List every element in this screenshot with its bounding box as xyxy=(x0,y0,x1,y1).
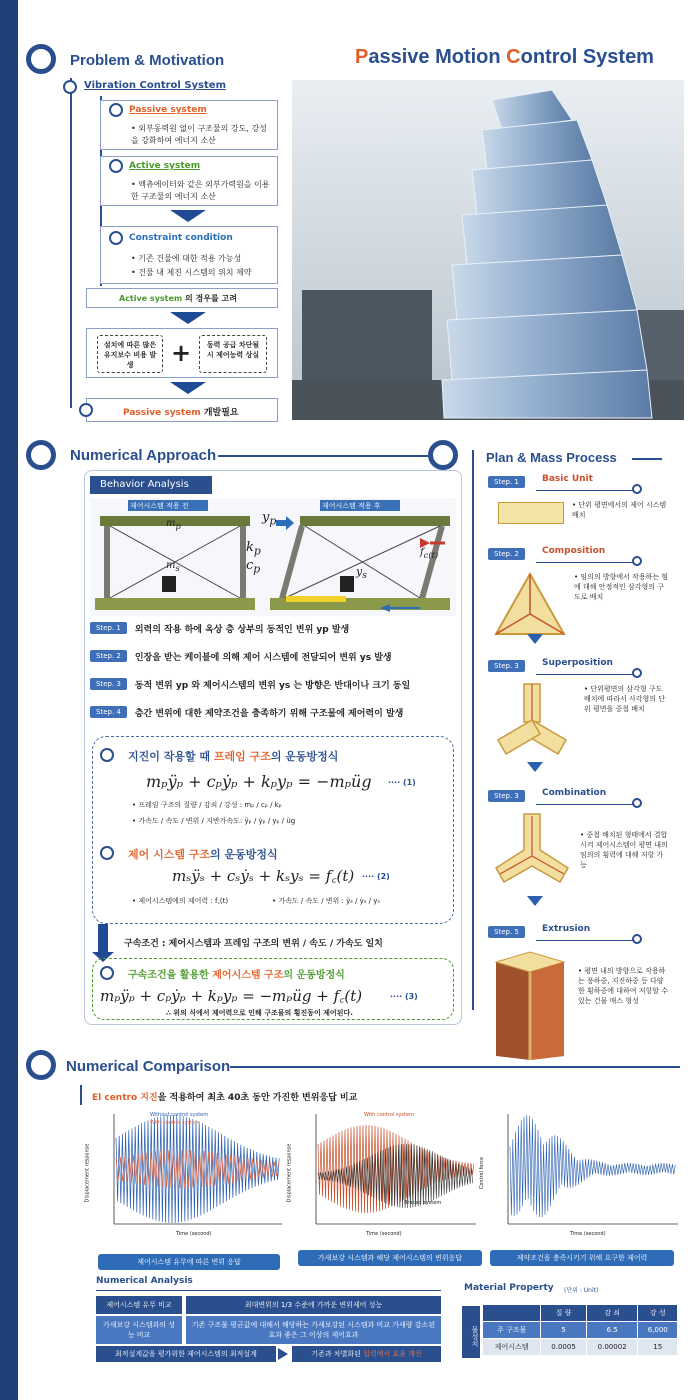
power-loss-box: 동력 공급 차단될 시 제어능력 상실 xyxy=(199,335,267,373)
plan-step-name: Basic Unit xyxy=(542,474,593,484)
material-side-label: 물성치 xyxy=(462,1306,480,1358)
active-system-title: Active system xyxy=(129,161,201,171)
plan-step-desc: • 임의의 방향에서 작용하는 힘에 대해 안정적인 삼각형의 구도로 배치 xyxy=(574,573,669,601)
label-ys xyxy=(356,565,367,581)
analysis-row3-b: 기존과 차별화된 xyxy=(311,1350,361,1358)
plan-step-desc: • 단위 평면에서의 제어 시스템 배치 xyxy=(572,501,667,519)
eq1-title xyxy=(128,748,338,764)
divider xyxy=(230,1066,680,1068)
building-rendering-image xyxy=(292,80,684,420)
plan-step-tag: Step. 3 xyxy=(488,660,525,672)
step-text: 외력의 작용 하에 옥상 층 상부의 동적인 변위 yp 발생 xyxy=(134,624,350,635)
eq3-note: ∴ 위의 식에서 제어력으로 인해 구조물의 횡진동이 제어된다. xyxy=(166,1009,353,1017)
material-cell: 0.0005 xyxy=(541,1339,587,1356)
label-sub: p xyxy=(175,521,181,531)
eq1-title-c: 의 운동방정식 xyxy=(270,750,339,763)
maintenance-cost-box: 설치에 따른 많은 유지보수 비용 발생 xyxy=(97,335,163,373)
constraint-title: Constraint condition xyxy=(129,233,233,243)
active-system-box xyxy=(100,156,278,206)
constraint-box xyxy=(100,226,278,284)
label-ms xyxy=(166,560,180,573)
title-part-1: assive Motion xyxy=(368,46,507,68)
material-cell: 주 구조물 xyxy=(483,1322,541,1339)
step-text: 인장을 받는 케이블에 의해 제어 시스템에 전달되어 변위 ys 발생 xyxy=(134,652,392,663)
title-part-2: ontrol System xyxy=(520,46,654,68)
material-header: 질 량 xyxy=(541,1305,587,1322)
node-icon xyxy=(632,668,642,678)
divider xyxy=(96,1290,441,1291)
divider xyxy=(536,940,636,941)
step-tag: Step. 1 xyxy=(90,622,127,634)
plot2-legend-2: Braced system xyxy=(404,1200,442,1206)
material-cell: 5 xyxy=(541,1322,587,1339)
analysis-row2-label: 가새보강 시스템과의 성능 비교 xyxy=(96,1316,182,1344)
node-icon xyxy=(109,103,123,117)
plan-step-name: Superposition xyxy=(542,658,613,668)
constraint-item-1: • 기존 건물에 대한 적용 가능성 xyxy=(131,254,242,263)
plot-caption-2: 가새보강 시스템과 해당 제어시스템의 변위응답 xyxy=(298,1250,482,1266)
passive-system-box xyxy=(100,100,278,150)
equation-2-number: ···· (2) xyxy=(362,872,390,881)
active-consider-b: 의 경우를 고려 xyxy=(182,294,237,303)
step-tag: Step. 2 xyxy=(90,650,127,662)
material-row xyxy=(483,1322,678,1339)
label-m: m xyxy=(166,518,176,529)
plan-step-tag: Step. 3 xyxy=(488,790,525,802)
plan-step-desc: • 평면 내의 방향으로 작용하는 풍하중, 지진하중 등 다양한 횡하중에 대하여 저항할 수 있는 건물 매스 형성 xyxy=(578,967,669,1005)
comparison-subtitle-a: El centro 지진 xyxy=(92,1093,158,1103)
active-consider-a: Active system xyxy=(119,294,183,303)
numerical-approach-title: Numerical Approach xyxy=(70,447,217,464)
arrow-down-icon xyxy=(527,634,543,644)
node-icon xyxy=(100,846,114,860)
label-y: y xyxy=(356,565,363,578)
plan-title: Plan & Mass Process xyxy=(486,450,617,465)
material-table xyxy=(482,1304,678,1356)
label-y: y xyxy=(262,510,270,525)
combination-shape xyxy=(490,810,574,890)
eq1-note-2: • 가속도 / 속도 / 변위 / 지반가속도: ÿₚ / ẏₚ / yₚ / üg xyxy=(132,817,296,825)
comparison-subtitle xyxy=(92,1090,357,1103)
material-row xyxy=(483,1339,678,1356)
step-text: 동적 변위 yp 와 제어시스템의 변위 ys 는 방향은 반대이나 크기 동일 xyxy=(134,680,411,691)
label-sub: p xyxy=(253,562,261,576)
node-icon xyxy=(109,231,123,245)
plan-step-tag: Step. 5 xyxy=(488,926,525,938)
material-cell: 제어시스템 xyxy=(483,1339,541,1356)
eq2-title-a: 제어 시스템 구조 xyxy=(128,848,211,861)
plot1-ylabel: Displacement response xyxy=(84,1143,91,1203)
section-ring-icon xyxy=(26,440,56,470)
eq3-title-a: 구속조건을 활용한 xyxy=(128,970,213,981)
node-icon xyxy=(63,80,77,94)
divider xyxy=(632,458,662,460)
behavior-step xyxy=(90,648,456,664)
comparison-title: Numerical Comparison xyxy=(66,1058,231,1075)
arrow-stem xyxy=(98,924,108,954)
eq2-note-2: • 가속도 / 속도 / 변위 : ÿₛ / ẏₛ / yₛ xyxy=(272,897,380,905)
title-letter-p: P xyxy=(355,46,369,68)
section-ring-icon xyxy=(26,44,56,74)
label-m: m xyxy=(166,560,176,571)
material-header: 강 성 xyxy=(638,1305,678,1322)
behavior-step xyxy=(90,704,456,720)
basic-unit-shape xyxy=(498,502,564,524)
conclusion-text xyxy=(123,405,239,418)
arrow-down-icon xyxy=(170,312,206,324)
node-icon xyxy=(79,403,93,417)
analysis-row2-value: 기존 구조물 평균값에 대해서 해당하는 가새보강된 시스템과 비교 가새량 감소된 효과 좋은 그 이상의 제어효과 xyxy=(186,1316,441,1344)
plot-caption-3: 제약조건을 충족시키기 위해 요구한 제어력 xyxy=(490,1250,674,1266)
analysis-row3-c: 입력에서 효율 개선 xyxy=(363,1350,422,1358)
frame-after-label: 제어시스템 적용 후 xyxy=(322,502,381,510)
passive-system-desc: • 외부동력원 없이 구조물의 강도, 강성을 강화하여 에너지 소산 xyxy=(131,124,267,145)
superposition-shape xyxy=(490,680,574,760)
label-sub: s xyxy=(175,563,180,573)
label-mp xyxy=(166,518,181,531)
label-yp xyxy=(262,510,276,528)
plot2-ylabel: Displacement response xyxy=(286,1143,293,1203)
plot1-legend-1: Without control system xyxy=(150,1112,209,1118)
label-sub: p xyxy=(253,544,261,558)
material-unit: (단위 : Unit) xyxy=(564,1287,599,1294)
section-ring-icon xyxy=(428,440,458,470)
node-icon xyxy=(100,966,114,980)
equation-1: mₚÿₚ + cₚẏₚ + kₚyₚ = −mₚüg xyxy=(146,772,372,791)
arrow-right-icon xyxy=(278,1348,288,1360)
plot2-legend-1: With control system xyxy=(364,1112,414,1118)
plot2-xlabel: Time (second) xyxy=(366,1231,402,1237)
analysis-title: Numerical Analysis xyxy=(96,1276,193,1286)
eq2-note-1: • 제어시스템에의 제어력 : f꜀(t) xyxy=(132,897,229,905)
plan-step-desc: • 중첩 배치된 형태에서 결합시켜 제어시스템이 평면 내의 임의의 횡력에 대해 저항 가능 xyxy=(580,831,668,869)
step-tag: Step. 4 xyxy=(90,706,127,718)
frame-before-label: 제어시스템 적용 전 xyxy=(130,502,189,510)
node-icon xyxy=(632,484,642,494)
label-k: k xyxy=(246,540,254,555)
title-letter-c: C xyxy=(506,46,521,68)
eq1-title-a: 지진이 작용할 때 xyxy=(128,750,214,763)
constraint-condition-line: 구속조건 : 제어시스템과 프레임 구조의 변위 / 속도 / 가속도 일치 xyxy=(124,939,383,949)
eq2-title-b: 의 운동방정식 xyxy=(210,848,278,861)
divider xyxy=(218,455,430,457)
equation-3-number: ···· (3) xyxy=(390,992,418,1001)
issue-box xyxy=(86,328,278,378)
node-icon xyxy=(100,748,114,762)
analysis-row3-value xyxy=(292,1346,441,1362)
material-title: Material Property xyxy=(464,1283,554,1293)
label-cp xyxy=(246,558,260,576)
problem-title: Problem & Motivation xyxy=(70,52,225,69)
divider xyxy=(536,804,636,805)
material-cell: 6.5 xyxy=(586,1322,638,1339)
node-icon xyxy=(109,159,123,173)
plan-step-tag: Step. 2 xyxy=(488,548,525,560)
plan-step-tag: Step. 1 xyxy=(488,476,525,488)
tree-line xyxy=(80,1085,82,1105)
plan-step-name: Extrusion xyxy=(542,924,591,934)
step-tag: Step. 3 xyxy=(90,678,127,690)
behavior-analysis-tag: Behavior Analysis xyxy=(90,476,212,494)
eq1-note-1: • 프레임 구조의 질량 / 감쇠 / 강성 : mₚ / cₚ / kₚ xyxy=(132,801,282,809)
eq3-title-b: 제어시스템 구조 xyxy=(212,970,284,981)
label-sub: p xyxy=(269,514,277,528)
eq1-title-b: 프레임 구조 xyxy=(213,750,271,763)
equation-3: mₚÿₚ + cₚẏₚ + kₚyₚ = −mₚüg + f꜀(t) xyxy=(100,987,363,1005)
main-title xyxy=(355,46,654,69)
composition-triangle xyxy=(494,572,566,636)
displacement-plot-2 xyxy=(296,1106,482,1238)
plot3-ylabel: Control force xyxy=(479,1156,486,1190)
control-force-plot xyxy=(488,1106,684,1238)
equation-2: mₛÿₛ + cₛẏₛ + kₛyₛ = f꜀(t) xyxy=(172,867,355,885)
extrusion-mass xyxy=(490,948,570,1060)
divider xyxy=(536,490,636,491)
arrow-down-icon xyxy=(527,896,543,906)
plan-step-name: Combination xyxy=(542,788,607,798)
label-fc xyxy=(420,547,438,560)
analysis-row3-label: 최적설계값을 평가위한 제어시스템의 최적설계 xyxy=(96,1346,276,1362)
section-ring-icon xyxy=(26,1050,56,1080)
active-consider-box xyxy=(86,288,278,308)
material-cell: 6,000 xyxy=(638,1322,678,1339)
node-icon xyxy=(632,934,642,944)
tree-line xyxy=(70,78,72,408)
step-text: 층간 변위에 대한 제약조건을 충족하기 위해 구조물에 제어력이 발생 xyxy=(134,708,404,719)
conclusion-box xyxy=(86,398,278,422)
plus-icon: + xyxy=(171,339,192,367)
plot1-xlabel: Time (second) xyxy=(176,1231,212,1237)
plan-step-desc: • 단위평면의 삼각형 구도 배치에 따라서 사각형의 단위 평면을 중첩 배치 xyxy=(584,685,666,713)
node-icon xyxy=(632,556,642,566)
equation-1-number: ···· (1) xyxy=(388,778,416,787)
behavior-step xyxy=(90,676,456,692)
arrow-down-icon xyxy=(170,210,206,222)
behavior-steps xyxy=(90,620,456,720)
constraint-item-2: • 건물 내 제진 시스템의 위치 제약 xyxy=(131,268,252,277)
vibration-control-label: Vibration Control System xyxy=(84,80,226,91)
material-cell: 0.00002 xyxy=(586,1339,638,1356)
analysis-col2: 최대변위의 1/3 수준에 가까운 변위제어 성능 xyxy=(186,1296,441,1314)
label-kp xyxy=(246,540,261,558)
plot3-xlabel: Time (second) xyxy=(570,1231,606,1237)
eq2-title xyxy=(128,846,278,862)
divider xyxy=(536,674,636,675)
label-sub: s xyxy=(362,570,367,582)
arrow-down-icon xyxy=(170,382,206,394)
conclusion-b: 개발필요 xyxy=(200,408,239,418)
plan-step-name: Composition xyxy=(542,546,606,556)
passive-system-title: Passive system xyxy=(129,105,207,115)
eq3-title xyxy=(128,966,345,981)
conclusion-a: Passive system xyxy=(123,408,201,418)
active-consider-text xyxy=(119,293,237,304)
comparison-subtitle-b: 을 적용하여 최초 40초 동안 가진한 변위응답 비교 xyxy=(157,1093,358,1103)
label-sub: c(t) xyxy=(423,550,439,560)
label-f: f xyxy=(420,547,424,558)
left-accent-bar xyxy=(0,0,18,1400)
plot-caption-1: 제어시스템 유무에 따른 변위 응답 xyxy=(98,1254,280,1270)
divider xyxy=(536,562,636,563)
material-cell: 15 xyxy=(638,1339,678,1356)
plot1-legend-2: With control system xyxy=(150,1120,200,1126)
eq3-title-c: 의 운동방정식 xyxy=(283,970,345,981)
arrow-down-icon xyxy=(527,762,543,772)
active-system-desc: • 액츄에이터와 같은 외부가력원을 이용한 구조물의 에너지 소산 xyxy=(131,180,270,201)
analysis-col1: 제어시스템 유무 비교 xyxy=(96,1296,182,1314)
behavior-step xyxy=(90,620,456,636)
label-c: c xyxy=(246,558,254,573)
material-header: 감 쇠 xyxy=(586,1305,638,1322)
material-header xyxy=(483,1305,541,1322)
node-icon xyxy=(632,798,642,808)
